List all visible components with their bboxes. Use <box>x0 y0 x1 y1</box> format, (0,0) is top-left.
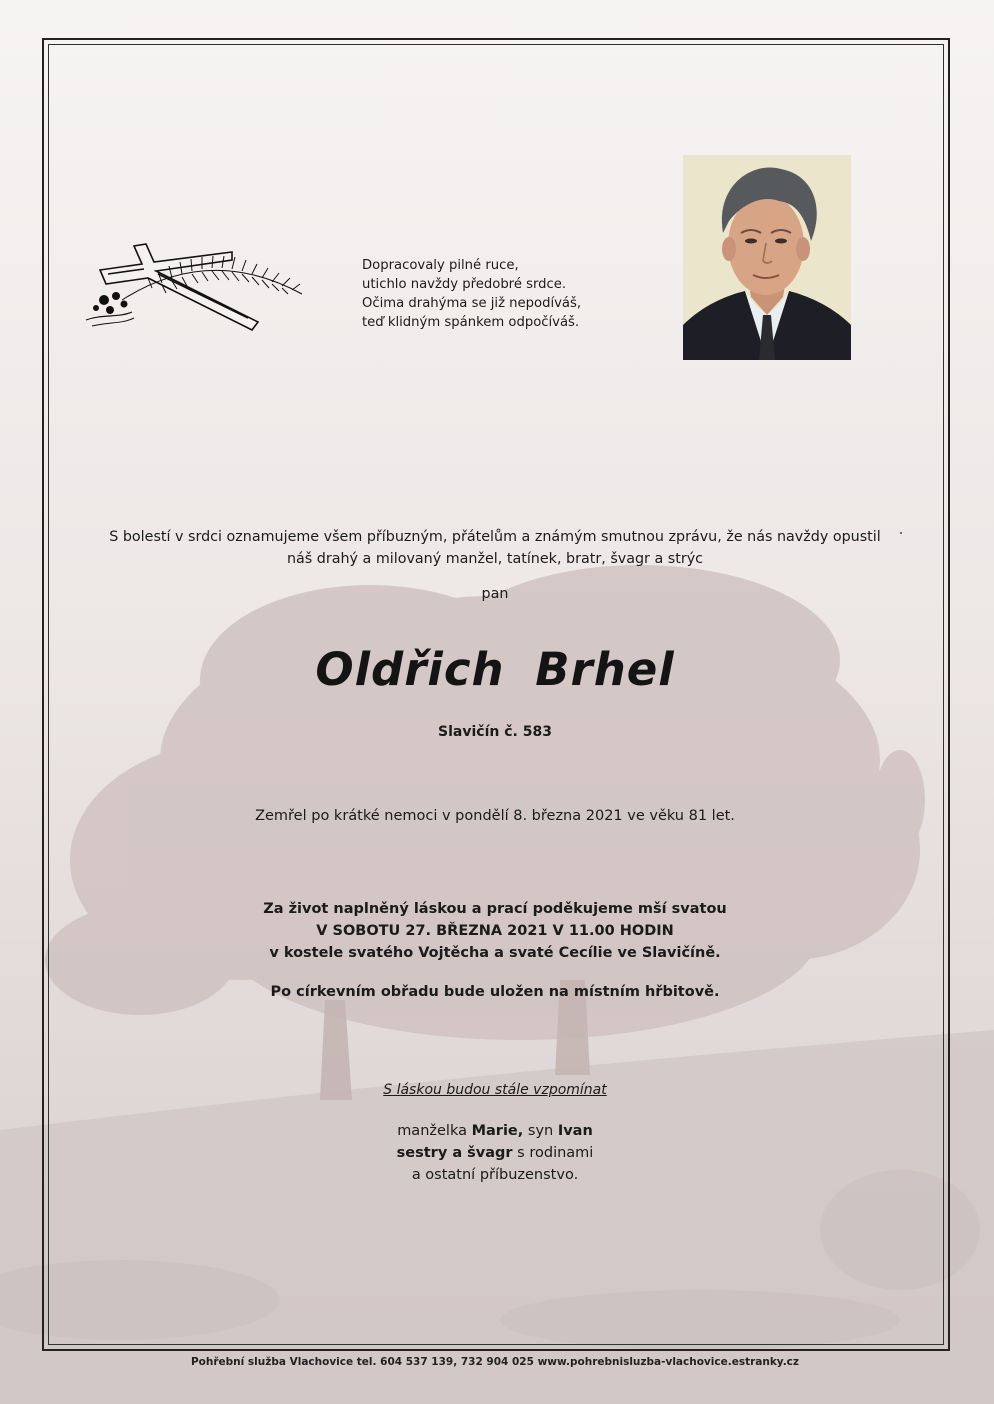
speck <box>900 532 902 534</box>
announcement-line-1: S bolestí v srdci oznamujeme všem příbuzným, přátelům a známým smutnou zprávu, že nás navždy opustil <box>109 529 881 545</box>
family-list <box>60 1120 930 1186</box>
poem-line: Dopracovaly pilné ruce, <box>362 258 519 273</box>
family-line-2 <box>60 1142 930 1164</box>
family-name: Ivan <box>557 1123 593 1139</box>
footer-contact: Pohřební služba Vlachovice tel. 604 537 139, 732 904 025 www.pohrebnisluzba-vlachovice.estranky.cz <box>190 1356 800 1368</box>
family-line-3: a ostatní příbuzenstvo. <box>411 1167 579 1183</box>
poem-line: teď klidným spánkem odpočíváš. <box>362 315 580 330</box>
burial-notice: Po církevním obřadu bude uložen na místním hřbitově. <box>270 984 720 1000</box>
funeral-line-3: v kostele svatého Vojtěcha a svaté Cecílie ve Slavičíně. <box>269 945 721 961</box>
poem-line: Očima drahýma se již nepodíváš, <box>362 296 582 311</box>
family-line-1 <box>60 1120 930 1142</box>
family-name: sestry a švagr <box>396 1145 513 1161</box>
portrait-photo <box>683 155 851 360</box>
family-text: s rodinami <box>512 1145 594 1161</box>
announcement <box>60 526 930 570</box>
cross-with-palm-icon <box>82 238 306 334</box>
funeral-info <box>60 898 930 964</box>
funeral-line-2: V SOBOTU 27. BŘEZNA 2021 V 11.00 HODIN <box>316 923 674 939</box>
family-text: syn <box>523 1123 558 1139</box>
death-notice: Zemřel po krátké nemoci v pondělí 8. března 2021 ve věku 81 let. <box>255 808 735 824</box>
family-text: manželka <box>397 1123 472 1139</box>
poem <box>362 256 662 332</box>
poem-line: utichlo navždy předobré srdce. <box>362 277 567 292</box>
family-name: Marie, <box>471 1123 524 1139</box>
title-prefix: pan <box>481 586 509 602</box>
deceased-name: Oldřich Brhel <box>315 643 675 696</box>
announcement-line-2: náš drahý a milovaný manžel, tatínek, bratr, švagr a strýc <box>286 551 704 567</box>
address: Slavičín č. 583 <box>438 724 552 740</box>
funeral-line-1: Za život naplněný láskou a prací poděkujeme mší svatou <box>263 901 727 917</box>
remember-heading: S láskou budou stále vzpomínat <box>383 1082 607 1098</box>
